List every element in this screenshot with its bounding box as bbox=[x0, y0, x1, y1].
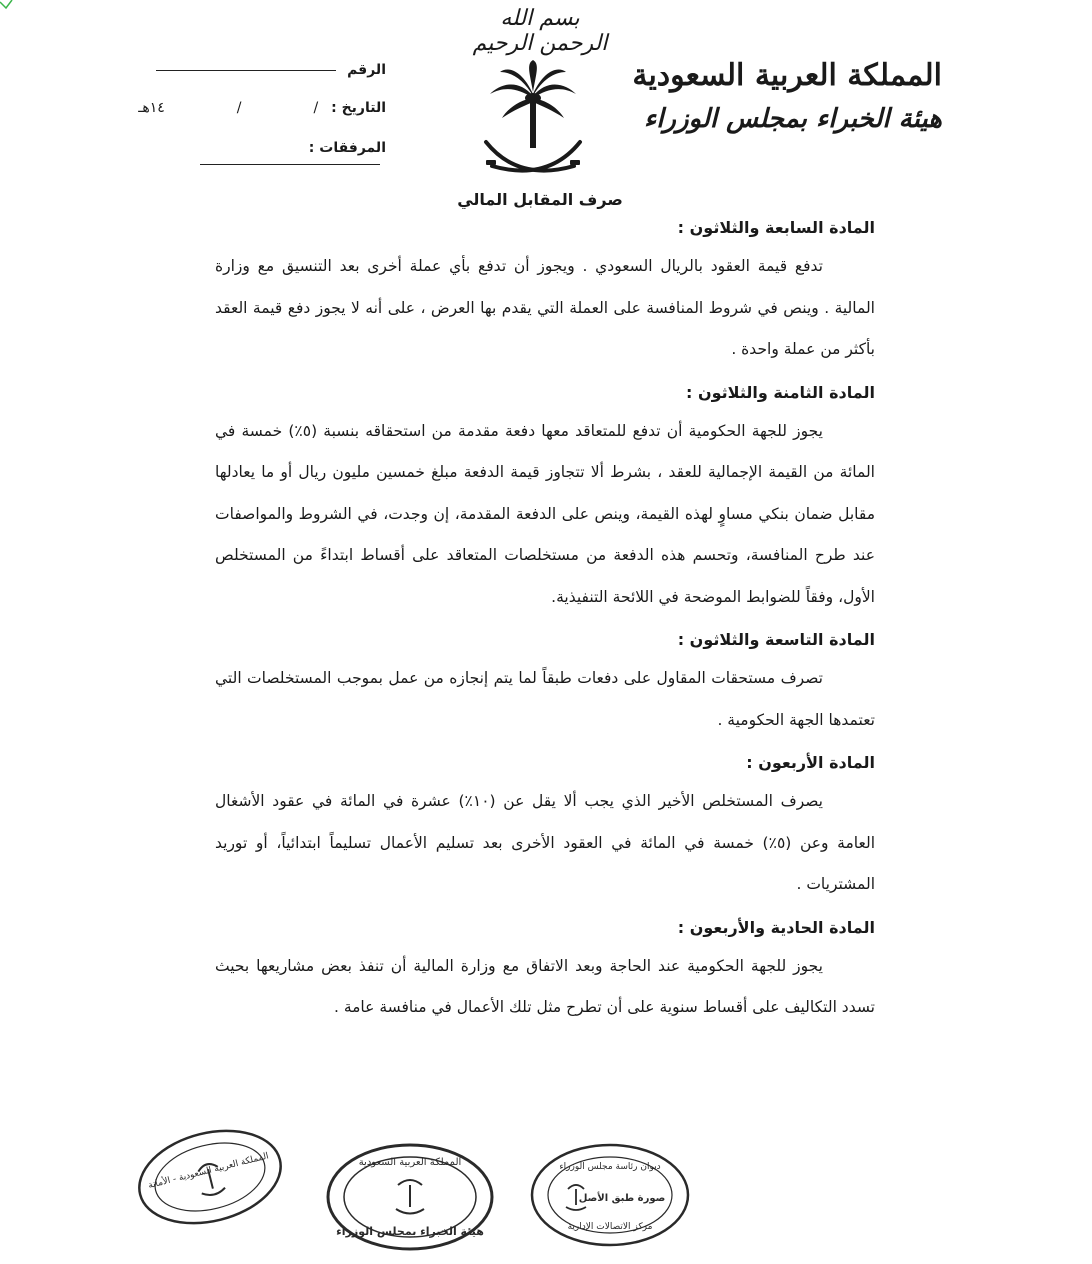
article-heading: المادة السابعة والثلاثون : bbox=[677, 218, 875, 237]
document-body bbox=[215, 210, 875, 1033]
article-heading: المادة الأربعون : bbox=[746, 753, 875, 772]
article bbox=[215, 910, 875, 1029]
attachments-line bbox=[200, 163, 380, 165]
article-text: تدفع قيمة العقود بالريال السعودي . ويجوز أن تدفع بأي عملة أخرى بعد التنسيق مع وزارة المالية . وينص في شروط المنافسة على العملة التي يقدم بها العرض ، على أنه لا يجوز دفع قيمة العقد بأكثر من عملة واحدة . bbox=[215, 257, 875, 358]
number-label: الرقم bbox=[347, 62, 386, 78]
date-label: التاريخ : bbox=[331, 100, 386, 116]
article-text: تصرف مستحقات المقاول على دفعات طبقاً لما يتم إنجازه من عمل بموجب المستخلصات التي تعتمدها الجهة الحكومية . bbox=[215, 669, 875, 729]
attachments-field bbox=[126, 140, 386, 172]
basmala: بسم الله الرحمن الرحيم bbox=[472, 6, 608, 56]
article-heading: المادة التاسعة والثلاثون : bbox=[677, 630, 875, 649]
saudi-emblem-icon bbox=[478, 58, 588, 188]
article-heading: المادة الثامنة والثلاثون : bbox=[686, 382, 875, 402]
org-name-line1: المملكة العربية السعودية bbox=[632, 58, 942, 93]
document-subject: صرف المقابل المالي bbox=[457, 190, 623, 209]
official-stamps bbox=[130, 1125, 690, 1260]
stamp-3-bottom: مركز الاتصالات الإدارية bbox=[567, 1222, 653, 1232]
org-name-line2: هيئة الخبراء بمجلس الوزراء bbox=[643, 104, 942, 134]
corner-check-icon bbox=[0, 0, 14, 10]
stamp-2-top: المملكة العربية السعودية bbox=[358, 1157, 462, 1168]
article-text: يجوز للجهة الحكومية عند الحاجة وبعد الاتفاق مع وزارة المالية أن تنفذ بعض مشاريعها بحيث تسدد التكاليف على أقساط سنوية على أن تطرح مثل تلك الأعمال في منافسة عامة . bbox=[215, 956, 875, 1016]
stamp-3-top: ديوان رئاسة مجلس الوزراء bbox=[559, 1162, 661, 1172]
number-line bbox=[156, 69, 336, 71]
article-heading: المادة الحادية والأربعون : bbox=[677, 917, 875, 937]
date-value: / / ١٤هـ bbox=[138, 100, 319, 116]
article bbox=[215, 745, 875, 906]
article bbox=[215, 622, 875, 741]
attachments-label: المرفقات : bbox=[308, 140, 386, 156]
date-field bbox=[126, 100, 386, 116]
stamp-3-middle: صورة طبق الأصل bbox=[578, 1193, 666, 1204]
stamp-2-bottom: هيئة الخبراء بمجلس الوزراء bbox=[336, 1225, 484, 1238]
stamp-1-text: المملكة العربية السعودية - الأمانة bbox=[147, 1151, 270, 1192]
article-text: يصرف المستخلص الأخير الذي يجب ألا يقل عن (١٠٪) عشرة في المائة في عقود الأشغال العامة وعن (٥٪) خمسة في المائة في العقود الأخرى بعد تسليم الأعمال تسليماً ابتدائياً، أو توريد المشتريات . bbox=[215, 792, 876, 893]
article-text: يجوز للجهة الحكومية أن تدفع للمتعاقد معها دفعة مقدمة من استحقاقه بنسبة (٥٪) خمسة في المائة من القيمة الإجمالية للعقد ، بشرط ألا تتجاوز قيمة الدفعة مبلغ خمسين مليون ريال أو ما يعادلها مقابل ضمان بنكي مساوٍ لهذه القيمة، وينص على الدفعة المقدمة، إن وجدت، في الشروط والمواصفات عند طرح المنافسة، وتحسم هذه الدفعة من مستخلصات المتعاقد على أقساط ابتداءً من المستخلص الأول، وفقاً للضوابط الموضحة في اللائحة التنفيذية. bbox=[215, 421, 875, 606]
article bbox=[215, 210, 875, 371]
number-field bbox=[126, 62, 386, 78]
article bbox=[215, 375, 875, 619]
